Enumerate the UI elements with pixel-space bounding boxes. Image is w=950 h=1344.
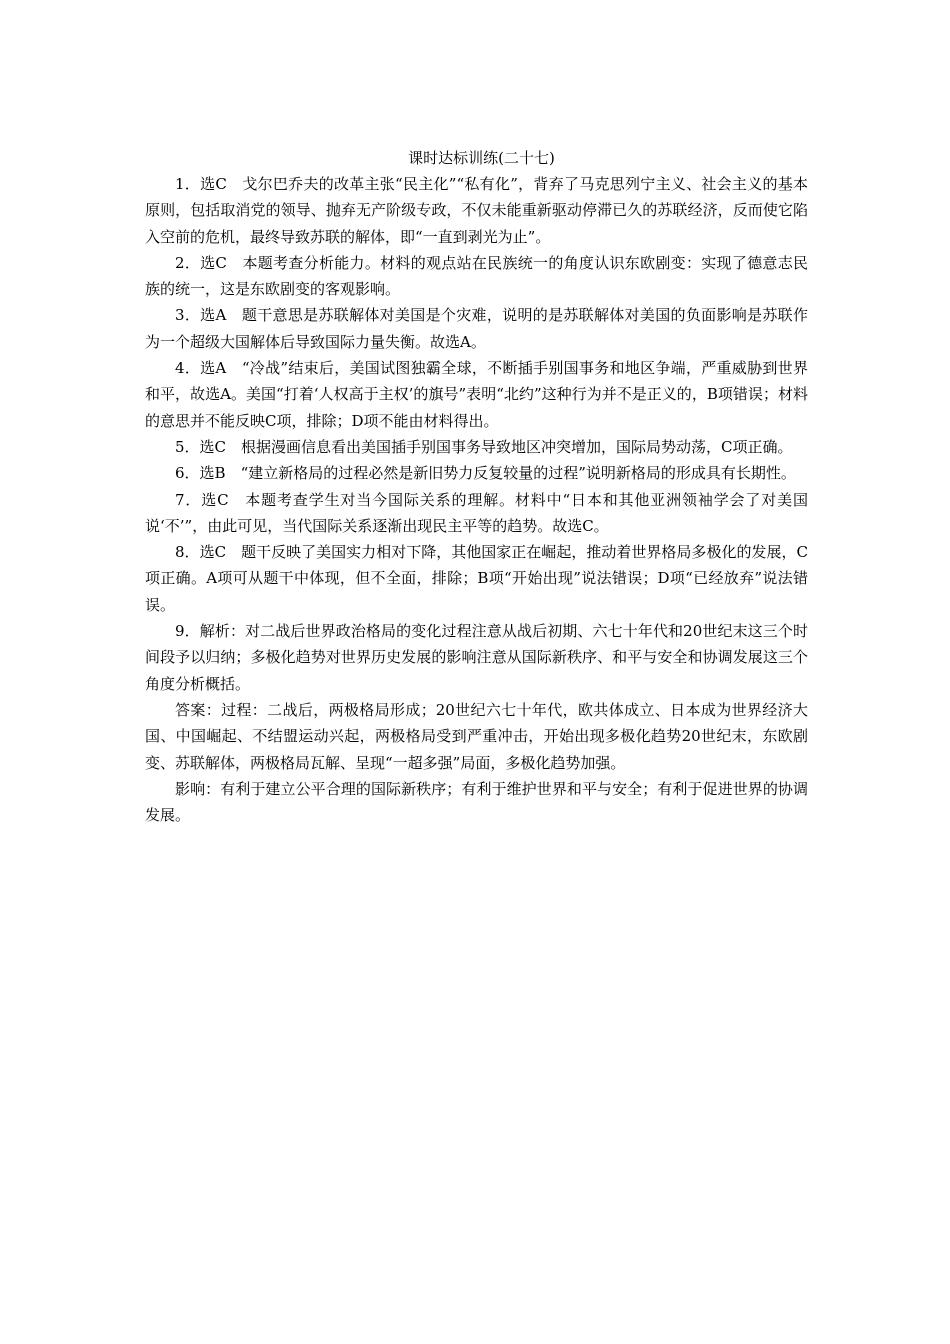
document-page (145, 147, 808, 828)
answer-paragraph-answer: 答案：过程：二战后，两极格局形成；20世纪六七十年代，欧共体成立、日本成为世界经济大国、中国崛起、不结盟运动兴起，两极格局受到严重冲击，开始出现多极化趋势20世纪末，东欧剧变、苏联解体，两极格局瓦解、呈现“一超多强”局面，多极化趋势加强。 (145, 700, 808, 772)
answer-paragraph-6: 6．选B “建立新格局的过程必然是新旧势力反复较量的过程”说明新格局的形成具有长期性。 (175, 464, 796, 483)
answer-paragraph-8: 8．选C 题干反映了美国实力相对下降，其他国家正在崛起，推动着世界格局多极化的发展，C项正确。A项可从题干中体现，但不全面，排除；B项“开始出现”说法错误；D项“已经放弃”说法错误。 (145, 543, 808, 614)
answer-paragraph-3: 3．选A 题干意思是苏联解体对美国是个灾难，说明的是苏联解体对美国的负面影响是苏联作为一个超级大国解体后导致国际力量失衡。故选A。 (145, 306, 808, 351)
document-title: 课时达标训练(二十七) (408, 149, 555, 167)
answer-paragraph-5: 5．选C 根据漫画信息看出美国插手别国事务导致地区冲突增加，国际局势动荡，C项正确。 (175, 437, 793, 456)
answer-paragraph-7: 7．选C 本题考查学生对当今国际关系的理解。材料中“日本和其他亚洲领袖学会了对美国说‘不’”，由此可见，当代国际关系逐渐出现民主平等的趋势。故选C。 (145, 490, 808, 535)
answer-paragraph-1: 1．选C 戈尔巴乔夫的改革主张“民主化”“私有化”，背弃了马克思列宁主义、社会主义的基本原则，包括取消党的领导、抛弃无产阶级专政，不仅未能重新驱动停滞已久的苏联经济，反而使它陷入空前的危机，最终导致苏联的解体，即“一直到剥光为止”。 (145, 175, 808, 246)
answer-paragraph-4: 4．选A “冷战”结束后，美国试图独霸全球，不断插手别国事务和地区争端，严重威胁到世界和平，故选A。美国“打着‘人权高于主权’的旗号”表明“北约”这种行为并不是正义的，B项错误；材料的意思并不能反映C项，排除；D项不能由材料得出。 (145, 359, 808, 430)
answer-paragraph-impact: 影响：有利于建立公平合理的国际新秩序；有利于维护世界和平与安全；有利于促进世界的协调发展。 (145, 779, 808, 825)
answer-paragraph-2: 2．选C 本题考查分析能力。材料的观点站在民族统一的角度认识东欧剧变：实现了德意志民族的统一，这是东欧剧变的客观影响。 (145, 253, 808, 299)
answer-paragraph-9: 9．解析：对二战后世界政治格局的变化过程注意从战后初期、六七十年代和20世纪末这三个时间段予以归纳；多极化趋势对世界历史发展的影响注意从国际新秩序、和平与安全和协调发展这三个角度分析概括。 (145, 622, 808, 693)
